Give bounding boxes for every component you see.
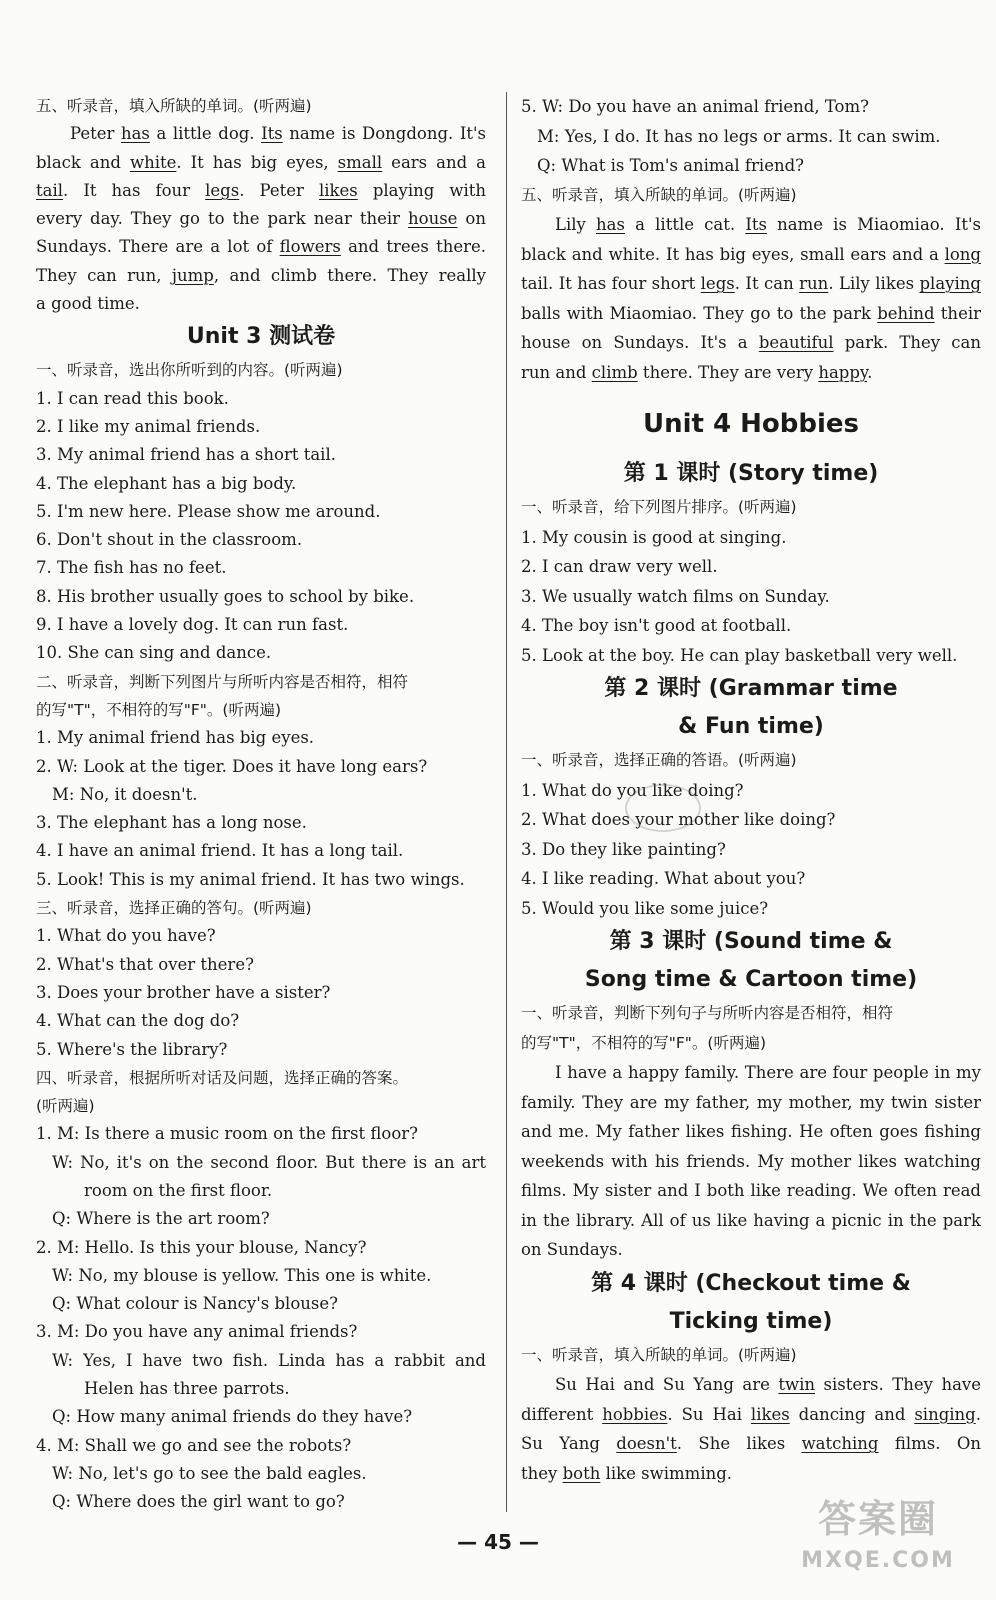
list-item: Q: What colour is Nancy's blouse? <box>52 1294 338 1314</box>
passage-line: every day. They go to the park near their house on <box>36 209 486 229</box>
passage-line: they both like swimming. <box>521 1463 733 1483</box>
list-item: 2. I can draw very well. <box>521 557 718 576</box>
list-item: W: No, it's on the second floor. But there is an art <box>52 1152 486 1172</box>
passage-line: family. They are my father, my mother, my twin sister <box>521 1092 981 1112</box>
watermark <box>778 1490 978 1595</box>
list-item: 4. What can the dog do? <box>36 1011 240 1031</box>
passage-line: different hobbies. Su Hai likes dancing and singing. <box>521 1404 981 1424</box>
list-item: 2. M: Hello. Is this your blouse, Nancy? <box>36 1237 367 1257</box>
list-item: 9. I have a lovely dog. It can run fast. <box>36 615 349 635</box>
list-item: 4. I like reading. What about you? <box>521 869 806 888</box>
passage-line: black and white. It has big eyes, small ears and a long <box>521 244 981 264</box>
column-divider <box>506 92 507 1512</box>
lesson-heading: 第 2 课时 (Grammar time <box>604 676 898 701</box>
list-item: 4. I have an animal friend. It has a long tail. <box>36 841 404 861</box>
page-number: — 45 — <box>457 1530 539 1554</box>
passage-line: They can run, jump, and climb there. They really <box>36 265 486 285</box>
list-item: 4. The elephant has a big body. <box>36 473 297 493</box>
passage-line: run and climb there. They are very happy. <box>521 362 873 382</box>
section-heading: 二、听录音，判断下列图片与所听内容是否相符，相符 <box>36 672 409 691</box>
passage-line: films. My sister and I both like reading. We often read <box>521 1181 981 1200</box>
lesson-heading: 第 4 课时 (Checkout time & <box>591 1270 911 1296</box>
list-item: Helen has three parrots. <box>84 1379 290 1399</box>
watermark-url: MXQE.COM <box>801 1548 955 1573</box>
unit-title: Unit 3 测试卷 <box>186 324 336 350</box>
list-item: Q: Where is the art room? <box>52 1209 270 1229</box>
list-item: Q: What is Tom's animal friend? <box>537 156 804 175</box>
passage-line: Peter has a little dog. Its name is Dongdong. It's <box>70 124 486 144</box>
section-heading: 一、听录音，填入所缺的单词。(听两遍) <box>521 1345 797 1364</box>
list-item: M: Yes, I do. It has no legs or arms. It can swim. <box>537 126 941 146</box>
passage-line: tail. It has four short legs. It can run. Lily likes playing <box>521 274 981 293</box>
passage-line: Su Yang doesn't. She likes watching films. On <box>521 1434 981 1453</box>
passage-line: house on Sundays. It's a beautiful park. They can <box>521 333 981 352</box>
passage-line: weekends with his friends. My mother likes watching <box>521 1151 981 1171</box>
list-item: 1. M: Is there a music room on the first floor? <box>36 1124 418 1144</box>
section-heading: 一、听录音，判断下列句子与所听内容是否相符，相符 <box>521 1004 894 1022</box>
list-item: 3. Do they like painting? <box>521 839 726 859</box>
list-item: Q: How many animal friends do they have? <box>52 1407 413 1427</box>
passage-line: I have a happy family. There are four people in my <box>555 1063 981 1082</box>
section-heading: (听两遍) <box>36 1097 95 1116</box>
list-item: 2. I like my animal friends. <box>36 416 261 436</box>
list-item: 5. Would you like some juice? <box>521 898 769 918</box>
list-item: Q: Where does the girl want to go? <box>52 1492 345 1512</box>
list-item: M: No, it doesn't. <box>52 784 198 804</box>
list-item: 1. My animal friend has big eyes. <box>36 728 315 748</box>
list-item: 4. The boy isn't good at football. <box>521 616 792 635</box>
passage-line: black and white. It has big eyes, small ears and a <box>36 152 486 172</box>
list-item: 1. My cousin is good at singing. <box>521 527 787 547</box>
watermark-brand: 答案圈 <box>817 1497 938 1541</box>
passage-line: Lily has a little cat. Its name is Miaomiao. It's <box>555 215 981 234</box>
lesson-heading: Ticking time) <box>669 1308 833 1334</box>
passage-line: balls with Miaomiao. They go to the park behind their <box>521 303 981 323</box>
section-heading: 五、听录音，填入所缺的单词。(听两遍) <box>36 97 312 115</box>
list-item: 5. Look at the boy. He can play basketball very well. <box>521 645 958 665</box>
unit-heading: Unit 4 Hobbies <box>642 409 860 439</box>
lesson-heading: Song time & Cartoon time) <box>584 967 918 992</box>
list-item: 6. Don't shout in the classroom. <box>36 530 303 550</box>
lesson-heading: 第 3 课时 (Sound time & <box>609 929 893 954</box>
list-item: 5. Where's the library? <box>36 1039 228 1059</box>
list-item: 3. Does your brother have a sister? <box>36 982 331 1002</box>
list-item: 3. My animal friend has a short tail. <box>36 445 336 465</box>
section-heading: 五、听录音，填入所缺的单词。(听两遍) <box>521 185 797 204</box>
list-item: 5. I'm new here. Please show me around. <box>36 501 381 521</box>
list-item: 8. His brother usually goes to school by bike. <box>36 586 415 606</box>
list-item: 3. The elephant has a long nose. <box>36 813 307 833</box>
section-heading: 一、听录音，选出你所听到的内容。(听两遍) <box>36 361 343 380</box>
list-item: 1. What do you like doing? <box>521 780 744 800</box>
list-item: 1. I can read this book. <box>36 388 229 408</box>
lesson-heading: 第 1 课时 (Story time) <box>623 461 879 486</box>
section-heading: 三、听录音，选择正确的答句。(听两遍) <box>36 899 312 918</box>
list-item: 7. The fish has no feet. <box>36 558 227 578</box>
list-item: 2. W: Look at the tiger. Does it have long ears? <box>36 756 428 776</box>
list-item: 3. M: Do you have any animal friends? <box>36 1322 358 1342</box>
list-item: 10. She can sing and dance. <box>36 643 272 663</box>
lesson-heading: & Fun time) <box>678 714 824 739</box>
passage-line: Sundays. There are a lot of flowers and trees there. <box>36 237 486 257</box>
list-item: 5. W: Do you have an animal friend, Tom? <box>521 97 869 116</box>
passage-line: a good time. <box>36 294 140 314</box>
list-item: 2. What does your mother like doing? <box>521 810 836 829</box>
section-heading: 的写"T"，不相符的写"F"。(听两遍) <box>36 700 281 719</box>
list-item: 3. We usually watch films on Sunday. <box>521 586 830 606</box>
stamp-mark <box>625 784 701 832</box>
list-item: 5. Look! This is my animal friend. It has two wings. <box>36 869 465 889</box>
section-heading: 一、听录音，给下列图片排序。(听两遍) <box>521 498 797 516</box>
list-item: W: No, my blouse is yellow. This one is white. <box>52 1265 432 1285</box>
passage-line: on Sundays. <box>521 1240 623 1259</box>
list-item: 2. What's that over there? <box>36 954 254 974</box>
list-item: room on the first floor. <box>84 1180 273 1200</box>
right-column <box>521 92 981 1488</box>
list-item: W: No, let's go to see the bald eagles. <box>52 1463 367 1483</box>
list-item: 4. M: Shall we go and see the robots? <box>36 1435 352 1455</box>
passage-line: and me. My father likes fishing. He often goes fishing <box>521 1122 981 1141</box>
section-heading: 的写"T"，不相符的写"F"。(听两遍) <box>521 1033 766 1052</box>
left-column <box>36 92 486 1517</box>
passage-line: in the library. All of us like having a picnic in the park <box>521 1210 981 1230</box>
passage-line: Su Hai and Su Yang are twin sisters. They have <box>555 1375 981 1394</box>
section-heading: 一、听录音，选择正确的答语。(听两遍) <box>521 751 797 769</box>
section-heading: 四、听录音，根据所听对话及问题，选择正确的答案。 <box>36 1068 409 1087</box>
passage-line: tail. It has four legs. Peter likes playing with <box>36 180 486 200</box>
list-item: 1. What do you have? <box>36 926 216 946</box>
list-item: W: Yes, I have two fish. Linda has a rabbit and <box>52 1350 486 1370</box>
